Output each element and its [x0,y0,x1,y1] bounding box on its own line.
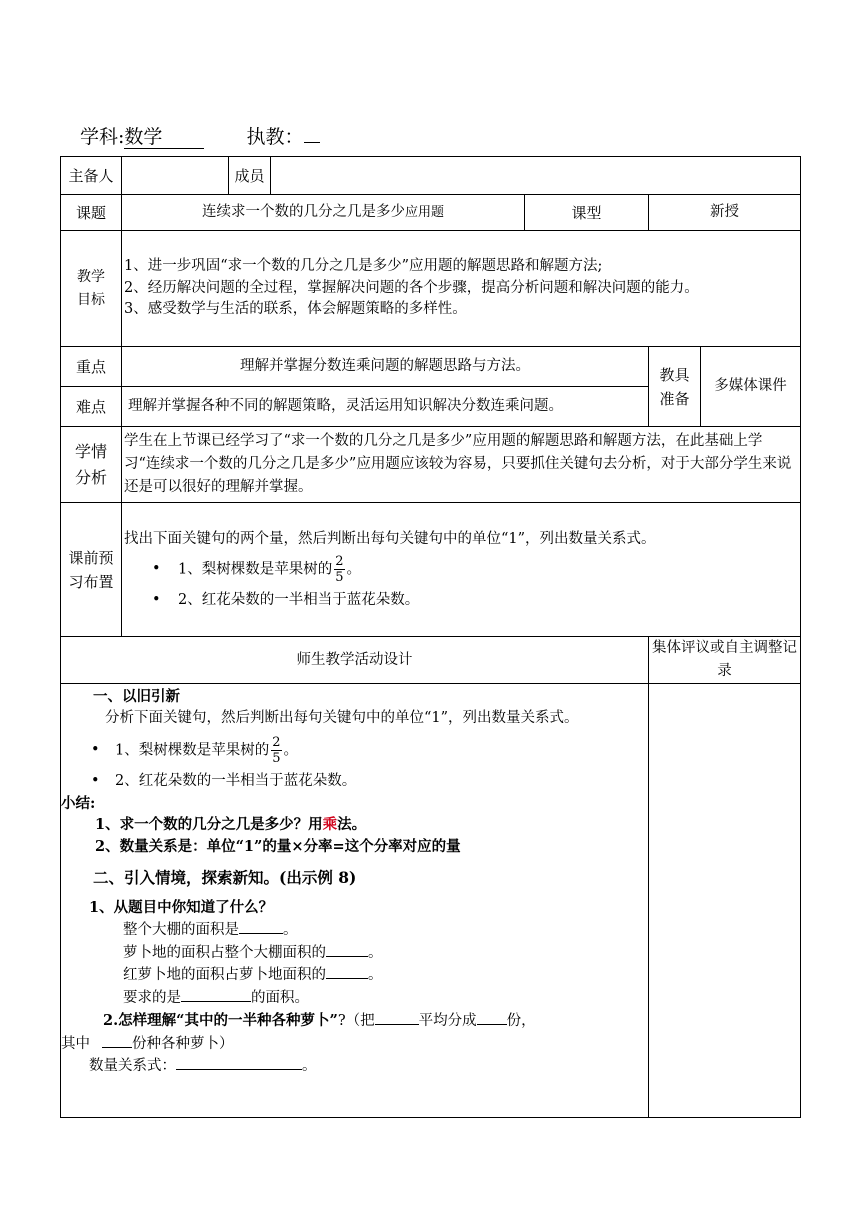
teacher-value [304,142,320,143]
answer-blank[interactable] [239,919,283,934]
summary-1-highlight: 乘 [322,816,338,834]
question-1-line-2 [61,942,648,965]
fraction [334,555,344,584]
goal-item: 2、经历解决问题的全过程，掌握解决问题的各个步骤，提高分析问题和解决问题的能力。 [124,279,699,296]
question-1-line-1 [61,919,648,942]
teacher-label: 执教： [246,126,304,148]
row-analysis [61,427,801,503]
question-2-title: 2.怎样理解“其中的一半种各种萝卜” [103,1011,338,1029]
lesson-type-label: 课型 [525,195,649,231]
activity-bullet-1 [61,736,648,765]
answer-blank[interactable] [181,987,251,1002]
tools-label [649,347,701,427]
question-2-line-2 [61,1033,648,1056]
question-1-line-4-text: 要求的是 [123,990,181,1007]
question-1-line-2-end: 。 [368,944,383,961]
preview-intro: 找出下面关键句的两个量，然后判断出每句关键句中的单位“1”，列出数量关系式。 [124,530,656,547]
lesson-plan-table [60,156,801,1118]
question-1-line-1-text: 整个大棚的面积是 [123,921,239,938]
analysis-label-line2: 分析 [74,467,107,487]
activity-bullet-1-text: 1、梨树棵数是苹果树的 [115,742,270,759]
answer-blank[interactable] [102,1033,132,1048]
preview-bullet-2 [124,590,800,612]
activity-bullet-2 [61,771,648,793]
topic-title [122,195,525,231]
tools-value: 多媒体课件 [701,347,801,427]
preparer-label: 主备人 [61,157,122,195]
summary-1-text: 1、求一个数的几分之几是多少？用 [95,816,323,834]
activity-content [61,684,649,1118]
activity-bullet-1-end: 。 [283,742,299,759]
bullet-dot: • [91,772,100,789]
answer-blank[interactable] [326,964,368,979]
preview-content [122,503,801,637]
relation-line [61,1055,648,1078]
goal-item: 1、进一步巩固“求一个数的几分之几是多少”应用题的解题思路和解题方法; [124,257,603,274]
fraction-denominator: 5 [335,569,344,585]
fraction-numerator: 2 [272,734,281,750]
goals-label-line1: 教学 [77,269,105,286]
analysis-label-line1: 学情 [74,441,107,461]
part1-title: 一、以旧引新 [93,688,180,706]
fraction [271,736,281,765]
analysis-label [61,427,122,503]
preview-label-line1: 课前预 [68,548,114,567]
question-1-line-1-end: 。 [283,921,298,938]
members-value [271,157,801,195]
question-2-text-a: ?（把 [337,1012,375,1029]
difficulty-value: 理解并掌握各种不同的解题策略，灵活运用知识解决分数连乘问题。 [122,387,649,427]
question-1-line-3-end: 。 [368,967,383,984]
row-preparer [61,157,801,195]
summary-2: 2、数量关系是：单位“1”的量×分率=这个分率对应的量 [95,838,461,856]
answer-blank[interactable] [477,1010,507,1025]
question-2-line-1 [61,1010,648,1033]
question-2-text-d: 其中 [61,1035,90,1052]
activity-bullet-2-text: 2、红花朵数的一半相当于蓝花朵数。 [115,772,357,789]
bullet-dot: • [91,742,100,759]
topic-title-suffix: 应用题 [404,204,444,220]
preview-label [61,503,122,637]
subject-value: 数学 [124,126,204,149]
row-key [61,347,801,387]
preview-bullet-1 [124,555,800,584]
bullet-dot: • [152,561,161,578]
key-value: 理解并掌握分数连乘问题的解题思路与方法。 [122,347,649,387]
question-1-title: 1、从题目中你知道了什么？ [89,899,274,917]
question-2-text-e: 份种各种萝卜） [132,1035,234,1052]
review-record-content [649,684,801,1118]
row-section-header [61,637,801,684]
topic-label: 课题 [61,195,122,231]
summary-1 [61,814,648,836]
question-1-line-4-end: 的面积。 [251,990,309,1007]
activity-design-header: 师生教学活动设计 [61,637,649,684]
preview-label-line2: 习布置 [68,572,114,591]
part1-intro: 分析下面关键句，然后判断出每句关键句中的单位“1”，列出数量关系式。 [105,710,579,727]
goals-list [122,231,801,347]
fraction-denominator: 5 [272,750,281,766]
row-goals [61,231,801,347]
summary-label: 小结: [61,794,96,812]
difficulty-label: 难点 [61,387,122,427]
row-activity [61,684,801,1118]
members-label: 成员 [229,157,271,195]
preview-bullet-1-text: 1、梨树棵数是苹果树的 [178,561,333,578]
preview-bullet-1-end: 。 [346,561,362,578]
fraction-numerator: 2 [335,553,344,569]
topic-title-main: 连续求一个数的几分之几是多少 [201,203,405,220]
answer-blank[interactable] [176,1055,302,1070]
goals-label-line2: 目标 [77,291,105,308]
row-topic [61,195,801,231]
preparer-value [122,157,229,195]
subject-label: 学科: [80,126,125,148]
key-label: 重点 [61,347,122,387]
answer-blank[interactable] [375,1010,419,1025]
question-1-line-4 [61,987,648,1010]
relation-end: 。 [302,1058,317,1075]
preview-bullet-2-text: 2、红花朵数的一半相当于蓝花朵数。 [178,591,420,608]
lesson-type-value: 新授 [649,195,801,231]
page-header [80,122,320,149]
question-1-line-3-text: 红萝卜地的面积占萝卜地面积的 [123,967,326,984]
part2-title: 二、引入情境，探索新知。(出示例 8) [93,867,357,887]
question-2-text-c: 份， [506,1012,536,1029]
analysis-text: 学生在上节课已经学习了“求一个数的几分之几是多少”应用题的解题思路和解题方法，在此基础上学习“连续求一个数的几分之几是多少”应用题应该较为容易，只要抓住关键句去分析，对于大部分学生来说还是可以很好的理解并掌握。 [122,427,801,503]
goals-label [61,231,122,347]
tools-label-line2: 准备 [659,389,690,408]
tools-label-line1: 教具 [659,365,690,384]
question-1-line-2-text: 萝卜地的面积占整个大棚面积的 [123,944,326,961]
relation-label: 数量关系式： [89,1058,176,1075]
question-1-line-3 [61,964,648,987]
answer-blank[interactable] [326,942,368,957]
question-2-text-b: 平均分成 [418,1012,477,1029]
row-preview [61,503,801,637]
review-record-header: 集体评议或自主调整记录 [649,637,801,684]
summary-1-end: 法。 [337,816,367,834]
goal-item: 3、感受数学与生活的联系，体会解题策略的多样性。 [124,301,467,318]
bullet-dot: • [152,591,161,608]
